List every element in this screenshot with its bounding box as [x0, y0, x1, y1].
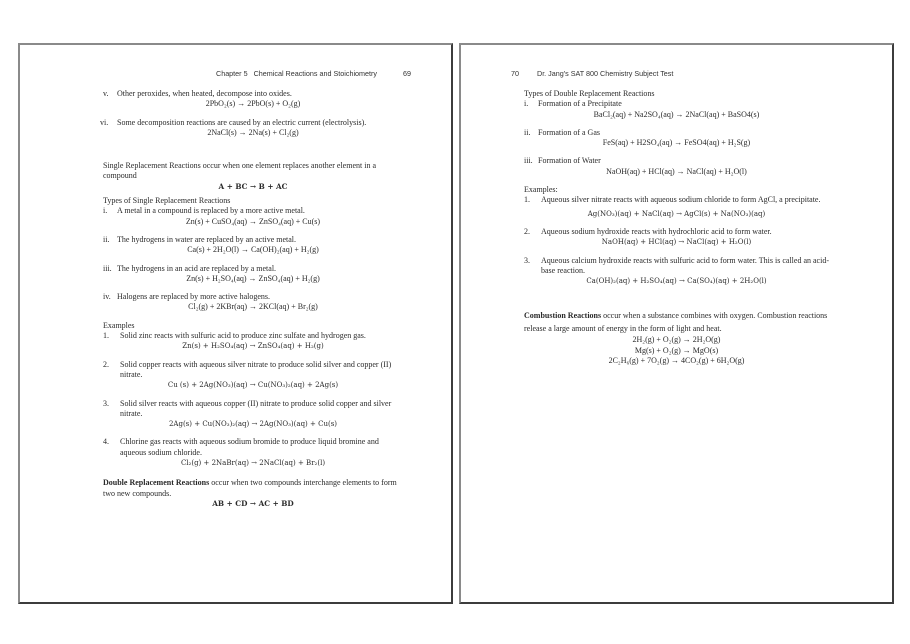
item-text: Solid copper reacts with aqueous silver nitrate to produce solid silver and copper (II) nitrate. — [120, 359, 392, 379]
intro-text: occur when two compounds interchange elements to form two new compounds. — [103, 478, 397, 498]
item-text: Halogens are replaced by more active halogens. — [117, 292, 271, 302]
chemical-equation: Ca(s) + 2H₂O(l) → Ca(OH)₂(aq) + H₂(g) — [187, 245, 319, 255]
general-equation: AB + CD → AC + BD — [212, 498, 294, 508]
list-item — [103, 264, 403, 274]
chemical-equation: Zn(s) + CuSO₄(aq) → ZnSO₄(aq) + Cu(s) — [185, 216, 321, 226]
item-text: Chlorine gas reacts with aqueous sodium bromide to produce liquid bromine and aqueous sodium chloride. — [120, 437, 379, 457]
chemical-equation: 2C₂H₆(g) + 7O₂(g) → 4CO₂(g) + 6H₂O(g) — [608, 356, 745, 366]
example-item — [524, 256, 829, 277]
page-number: 69 — [403, 69, 412, 78]
item-text: Formation of Water — [538, 156, 601, 166]
intro-text: occur when a substance combines with oxygen. Combustion reactions release a large amount of energy in the form of light and heat. — [524, 311, 828, 333]
section-term: Combustion Reactions — [524, 311, 602, 321]
chemical-equation: 2Ag(s) + Cu(NO₃)₂(aq) → 2Ag(NO₃)(aq) + Cu(s) — [168, 420, 338, 429]
list-item — [103, 292, 403, 302]
list-marker: 4. — [103, 437, 109, 447]
examples-heading: Examples — [103, 320, 135, 330]
list-item — [524, 128, 829, 138]
list-item — [103, 235, 403, 245]
chemical-equation: Zn(s) + H₂SO₄(aq) → ZnSO₄(aq) + H₂(g) — [186, 273, 320, 283]
chemical-equation: 2PbO₂(s) → 2PbO(s) + O₂(g) — [205, 99, 301, 109]
example-item — [524, 227, 829, 237]
list-marker: 2. — [524, 226, 530, 236]
chemical-equation: NaOH(aq) + HCl(aq) → NaCl(aq) + H₂O(l) — [606, 166, 747, 176]
running-header — [216, 69, 411, 78]
item-text: Formation of a Precipitate — [538, 99, 622, 109]
list-marker: 1. — [103, 331, 109, 341]
chemical-equation: FeS(aq) + H2SO₄(aq) → FeSO4(aq) + H₂S(g) — [602, 138, 751, 148]
section-intro: Single Replacement Reactions occur when one element replaces another element in a compound — [103, 161, 376, 181]
item-text: The hydrogens in water are replaced by an active metal. — [117, 234, 297, 244]
chemical-equation: Cl₂(g) + 2NaBr(aq) → 2NaCl(aq) + Br₂(l) — [180, 459, 326, 468]
list-marker: iii. — [524, 156, 533, 166]
item-text: Other peroxides, when heated, decompose into oxides. — [117, 89, 292, 98]
item-text: Aqueous sodium hydroxide reacts with hydrochloric acid to form water. — [541, 226, 772, 236]
chemical-equation: Cu (s) + 2Ag(NO₃)(aq) → Cu(NO₃)₂(aq) + 2Ag(s) — [167, 381, 339, 390]
subsection-heading: Types of Single Replacement Reactions — [103, 196, 231, 206]
section-term: Double Replacement Reactions — [103, 478, 210, 488]
book-page-left — [18, 43, 453, 604]
chemical-equation: Ca(OH)₂(aq) + H₂SO₄(aq) → Ca(SO₄)(aq) + 2H₂O(l) — [586, 277, 767, 286]
page-content — [524, 89, 829, 366]
chemical-equation: Cl₂(g) + 2KBr(aq) → 2KCl(aq) + Br₂(g) — [188, 302, 318, 312]
chemical-equation: 2NaCl(s) → 2Na(s) + Cl₂(g) — [207, 127, 299, 137]
page-number: 70 — [511, 69, 519, 78]
list-marker: iv. — [103, 292, 111, 302]
list-item — [524, 156, 829, 166]
item-text: Aqueous calcium hydroxide reacts with sulfuric acid to form water. This is called an acid-base reaction. — [541, 255, 829, 275]
list-marker: i. — [524, 99, 529, 109]
chapter-title: Chemical Reactions and Stoichiometry — [253, 69, 378, 78]
page-content — [100, 89, 403, 509]
chemical-equation: NaOH(aq) + HCl(aq) → NaCl(aq) + H₂O(l) — [601, 238, 752, 247]
item-text: A metal in a compound is replaced by a more active metal. — [117, 206, 305, 216]
list-marker: 1. — [524, 195, 530, 205]
chemical-equation: Ag(NO₃)(aq) + NaCl(aq) → AgCl(s) + Na(NO₃)(aq) — [587, 209, 766, 218]
chapter-label: Chapter 5 — [216, 69, 248, 78]
list-item — [524, 99, 829, 109]
subsection-heading: Types of Double Replacement Reactions — [524, 89, 655, 98]
general-equation: A + BC → B + AC — [218, 181, 288, 191]
list-marker: 3. — [103, 398, 109, 408]
example-item — [524, 195, 829, 205]
list-item — [100, 117, 403, 128]
item-text: Solid silver reacts with aqueous copper (II) nitrate to produce solid copper and silver nitrate. — [120, 398, 392, 418]
item-text: Aqueous silver nitrate reacts with aqueous sodium chloride to form AgCl, a precipitate. — [541, 195, 821, 205]
list-marker: vi. — [100, 117, 109, 127]
chemical-equation: BaCl₂(aq) + Na2SO₄(aq) → 2NaCl(aq) + BaSO4(s) — [593, 109, 760, 119]
list-marker: ii. — [524, 127, 531, 137]
item-text: The hydrogens in an acid are replaced by a metal. — [117, 263, 277, 273]
item-text: Solid zinc reacts with sulfuric acid to produce zinc sulfate and hydrogen gas. — [120, 331, 366, 341]
item-text: Some decomposition reactions are caused by an electric current (electrolysis). — [117, 117, 367, 127]
item-text: Formation of a Gas — [538, 127, 600, 137]
book-title: Dr. Jang's SAT 800 Chemistry Subject Test — [537, 69, 674, 78]
list-marker: 3. — [524, 255, 530, 265]
list-item — [103, 89, 403, 99]
section-intro — [103, 478, 403, 499]
chemical-equation: Mg(s) + O₂(g) → MgO(s) — [634, 345, 719, 355]
list-marker: i. — [103, 206, 108, 216]
list-marker: 2. — [103, 359, 109, 369]
example-item — [103, 399, 403, 420]
chemical-equation: Zn(s) + H₂SO₄(aq) → ZnSO₄(aq) + H₂(g) — [182, 342, 324, 351]
list-marker: v. — [103, 89, 109, 98]
list-marker: iii. — [103, 263, 112, 273]
section-intro — [524, 310, 829, 335]
list-item — [103, 206, 403, 216]
list-marker: ii. — [103, 234, 110, 244]
example-item — [103, 331, 403, 341]
examples-heading: Examples: — [524, 185, 558, 195]
running-header — [511, 69, 673, 78]
example-item — [103, 360, 403, 381]
book-page-right — [459, 43, 894, 604]
example-item — [103, 437, 403, 458]
chemical-equation: 2H₂(g) + O₂(g) → 2H₂O(g) — [632, 335, 721, 345]
